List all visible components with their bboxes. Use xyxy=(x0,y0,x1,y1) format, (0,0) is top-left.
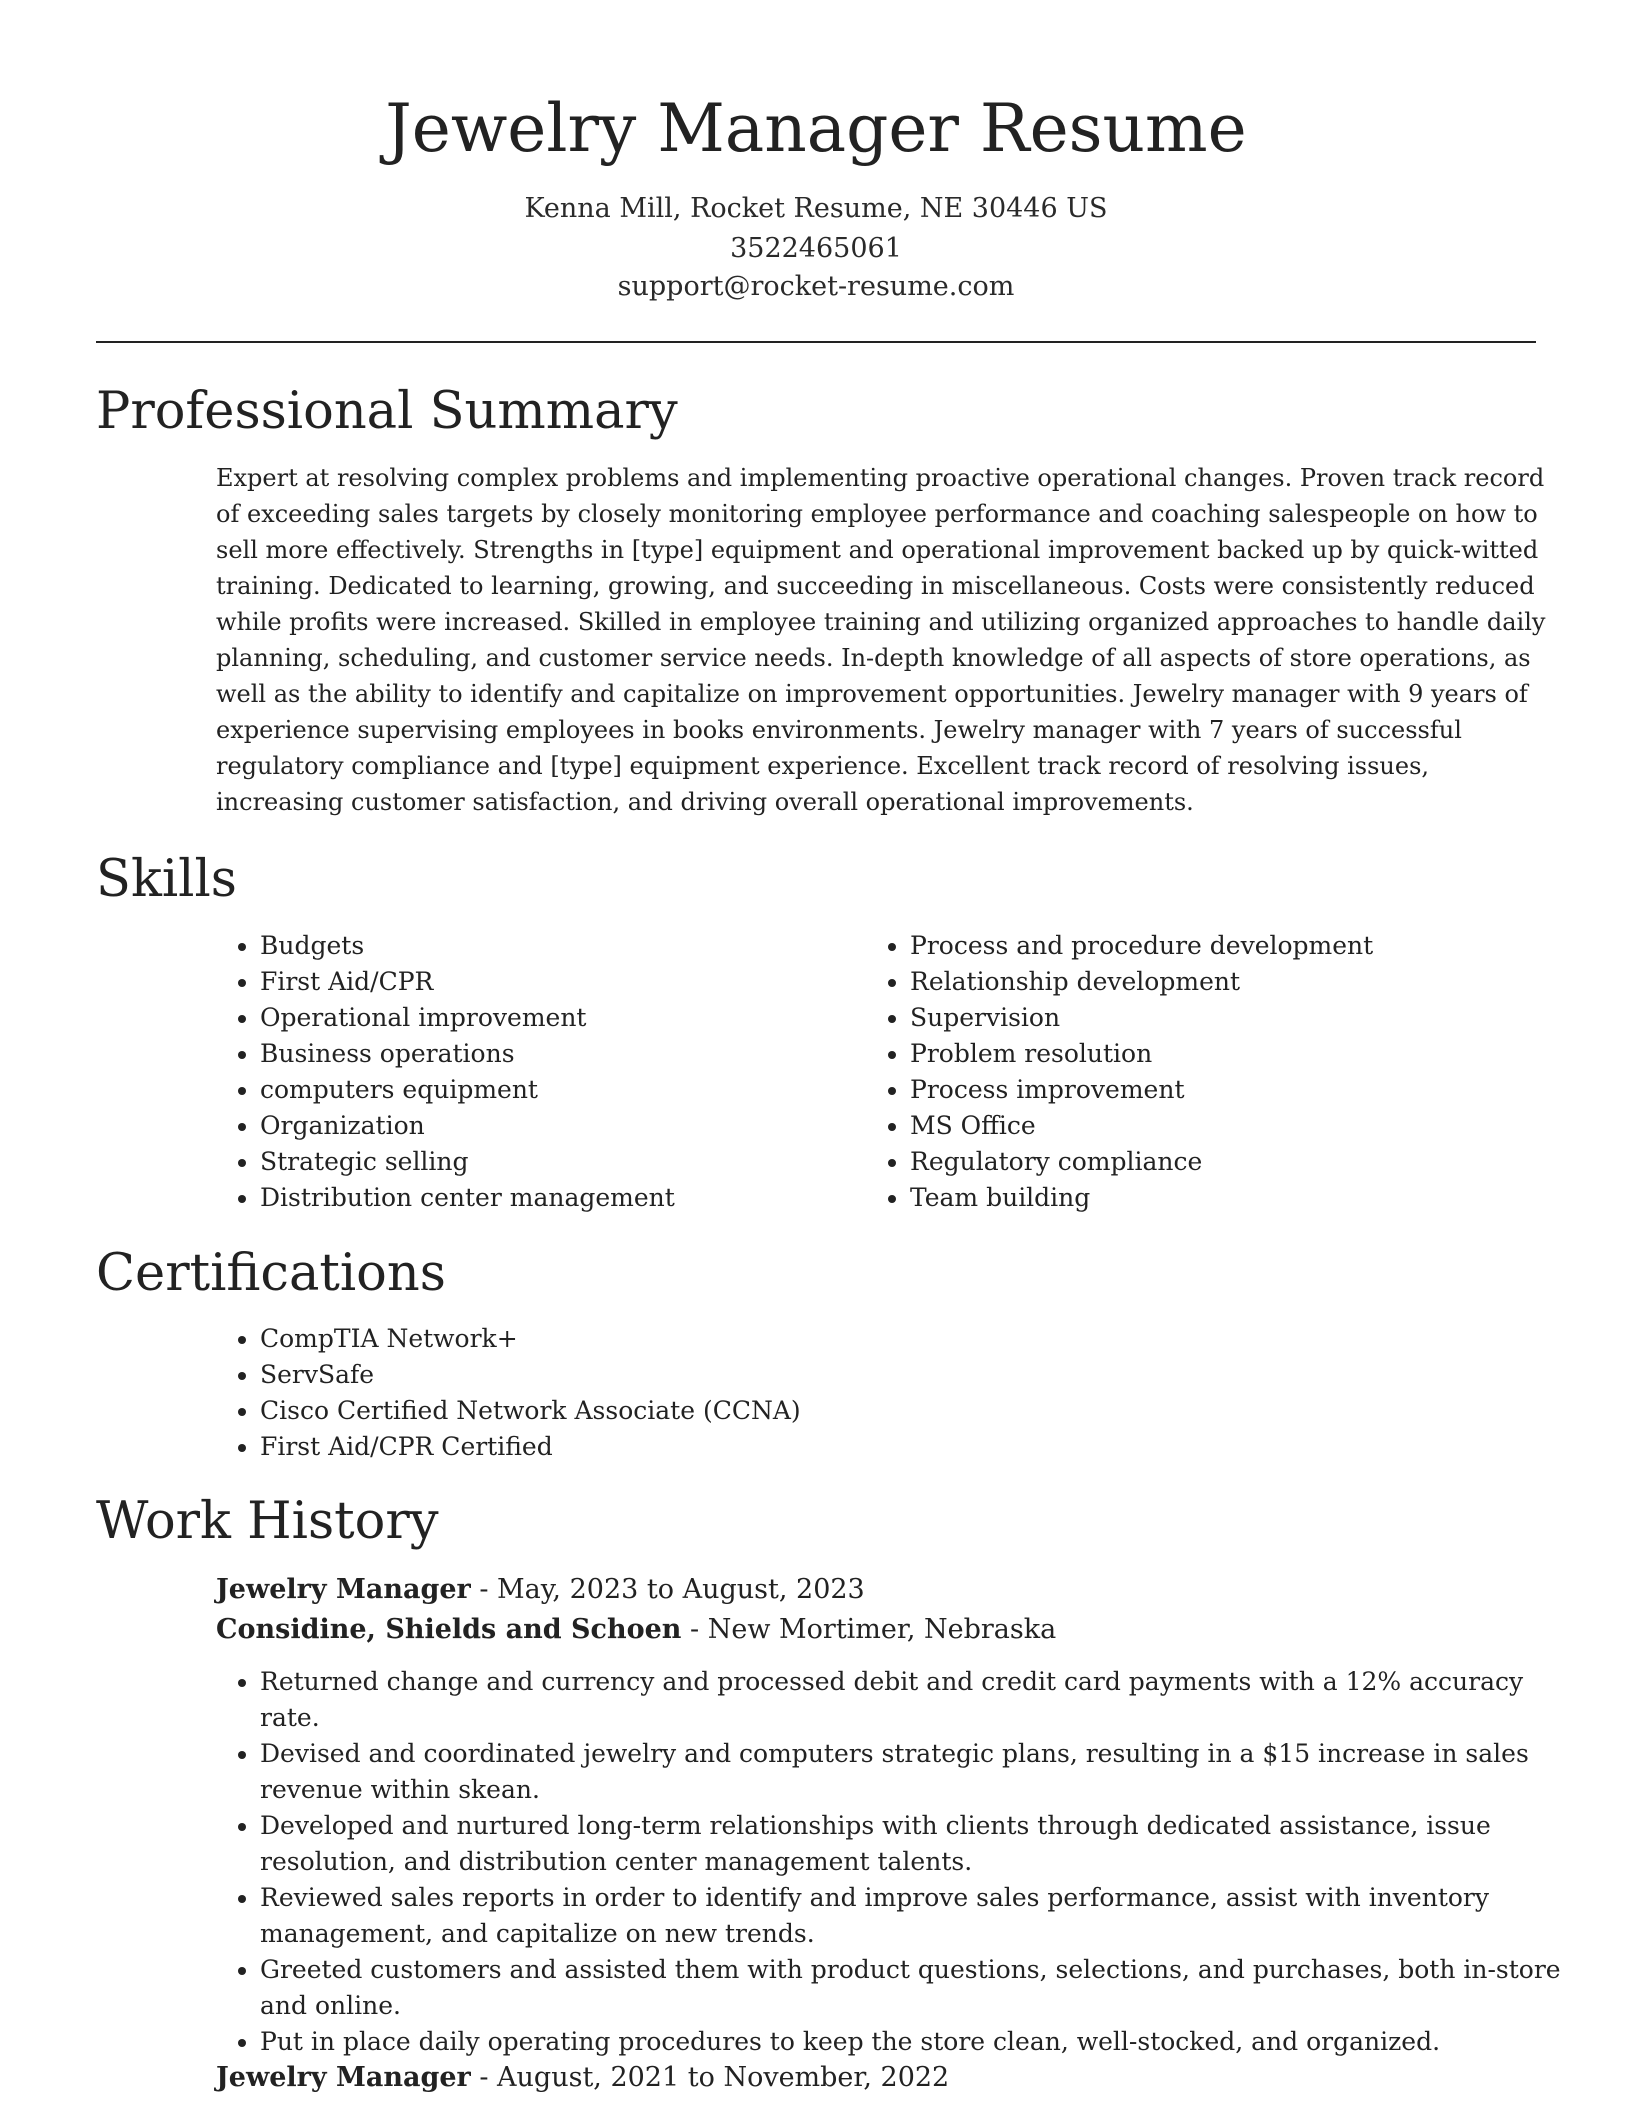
contact-address: Kenna Mill, Rocket Resume, NE 30446 US xyxy=(524,193,1108,224)
job-title: Jewelry Manager xyxy=(216,1574,471,1605)
list-item: • Devised and coordinated jewelry and computers strategic plans, resulting in a $15 increase in sales revenue within skean. xyxy=(260,1736,1574,1808)
job-bullets xyxy=(216,1664,1574,2060)
job-dates: - August, 2021 to November, 2022 xyxy=(470,2062,950,2093)
list-item: • Reviewed sales reports in order to identify and improve sales performance, assist with inventory management, and capitalize on new trends. xyxy=(260,1880,1574,1952)
job-company: Considine, Shields and Schoen xyxy=(216,1614,682,1645)
list-item: • First Aid/CPR xyxy=(260,964,860,1000)
job-dates: - May, 2023 to August, 2023 xyxy=(470,1574,865,1605)
list-item: • Operational improvement xyxy=(260,1000,860,1036)
job-location: - New Mortimer, Nebraska xyxy=(681,1614,1057,1645)
certifications-list xyxy=(216,1321,1460,1465)
list-item: • Cisco Certified Network Associate (CCNA) xyxy=(260,1393,1460,1429)
list-item: • Business operations xyxy=(260,1036,860,1072)
list-item: • Process and procedure development xyxy=(910,928,1550,964)
list-item: • Regulatory compliance xyxy=(910,1144,1550,1180)
list-item: • Greeted customers and assisted them with product questions, selections, and purchases, both in-store and online. xyxy=(260,1952,1574,2024)
list-item: • Distribution center management xyxy=(260,1180,860,1216)
job-title-line xyxy=(216,1570,865,1610)
list-item: • Organization xyxy=(260,1108,860,1144)
contact-email: support@rocket-resume.com xyxy=(617,271,1015,302)
job-title: Jewelry Manager xyxy=(216,2062,471,2093)
list-item: • Team building xyxy=(910,1180,1550,1216)
list-item: • First Aid/CPR Certified xyxy=(260,1429,1460,1465)
summary-text: Expert at resolving complex problems and implementing proactive operational changes. Proven track record of exceeding sales targets by closely monitoring employee performance and coaching salespeople on how to sell more effectively. Strengths in [type] equipment and operational improvement backed up by quick-witted training. Dedicated to learning, growing, and succeeding in miscellaneous. Costs were consistently reduced while profits were increased. Skilled in employee training and utilizing organized approaches to handle daily planning, scheduling, and customer service needs. In-depth knowledge of all aspects of store operations, as well as the ability to identify and capitalize on improvement opportunities. Jewelry manager with 9 years of experience supervising employees in books environments. Jewelry manager with 7 years of successful regulatory compliance and [type] equipment experience. Excellent track record of resolving issues, increasing customer satisfaction, and driving overall operational improvements. xyxy=(216,464,1546,816)
contact-phone: 3522465061 xyxy=(730,233,902,264)
list-item: • ServSafe xyxy=(260,1357,1460,1393)
list-item: • MS Office xyxy=(910,1108,1550,1144)
list-item: • Supervision xyxy=(910,1000,1550,1036)
list-item: • Developed and nurtured long-term relationships with clients through dedicated assistance, issue resolution, and distribution center management talents. xyxy=(260,1808,1574,1880)
list-item: • Problem resolution xyxy=(910,1036,1550,1072)
list-item: • Strategic selling xyxy=(260,1144,860,1180)
work-history-heading: Work History xyxy=(96,1492,439,1551)
list-item: • CompTIA Network+ xyxy=(260,1321,1460,1357)
header-divider xyxy=(96,341,1536,343)
list-item: • Returned change and currency and processed debit and credit card payments with a 12% accuracy rate. xyxy=(260,1664,1574,1736)
skills-list-left xyxy=(216,928,860,1216)
skills-heading: Skills xyxy=(96,850,237,909)
certifications-heading: Certifications xyxy=(96,1244,446,1303)
list-item: • computers equipment xyxy=(260,1072,860,1108)
list-item: • Relationship development xyxy=(910,964,1550,1000)
skills-list-right xyxy=(866,928,1550,1216)
list-item: • Process improvement xyxy=(910,1072,1550,1108)
summary-heading: Professional Summary xyxy=(96,382,678,441)
page-title: Jewelry Manager Resume xyxy=(385,90,1247,167)
list-item: • Put in place daily operating procedures to keep the store clean, well-stocked, and organized. xyxy=(260,2024,1574,2060)
job-company-line xyxy=(216,1610,1056,1650)
job-title-line xyxy=(216,2058,949,2098)
list-item: • Budgets xyxy=(260,928,860,964)
